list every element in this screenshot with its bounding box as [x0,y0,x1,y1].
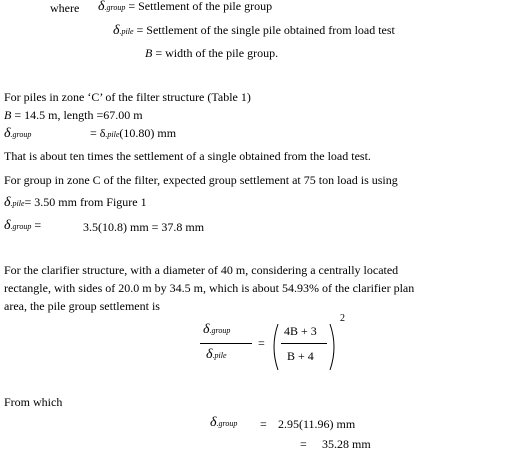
pile-subscript: .pile [119,27,134,36]
group-subscript: .group [216,419,238,428]
pile-subscript: .pile [212,351,227,360]
clarifier-para-3: area, the pile group settlement is [4,299,160,313]
delta-symbol: δ [4,126,11,141]
ratio-fraction-bar [200,343,252,344]
ratio-numerator [203,323,230,337]
zone-c-group-eq-rhs [90,127,176,139]
result-eq-sign: = [260,417,267,431]
clarifier-para-2: rectangle, with sides of 20.0 m by 34.5 m, which is about 54.93% of the clarifier plan [4,281,415,295]
width-numerator: 4B + 3 [284,324,317,338]
delta-symbol: δ [203,322,210,337]
settlement-ratio-fraction [200,323,254,373]
width-fraction-bar [281,343,327,344]
from-which-label: From which [4,395,63,409]
zone-c-pile-value [4,196,147,210]
group-subscript: .group [209,326,231,335]
eq-tail: (10.80) mm [119,126,177,140]
dims-text: = 14.5 m, length =67.00 m [14,108,143,122]
eq-sign: = [34,218,42,232]
left-paren [270,323,280,371]
pile-subscript: .pile [10,199,25,208]
result-group-symbol [210,416,237,430]
zone-c-group-value-rhs: 3.5(10.8) mm = 37.8 mm [83,220,205,234]
zone-c-group-value [4,219,41,233]
delta-symbol: δ [4,218,11,233]
delta-symbol: δ [210,415,217,430]
right-paren [328,323,338,371]
result-line-1: 2.95(11.96) mm [278,417,356,431]
clarifier-para-1: For the clarifier structure, with a diameter of 40 m, considering a centrally located [4,263,399,277]
pile-val: = 3.50 mm from Figure 1 [24,195,147,209]
group-subscript: .group [104,3,126,12]
pile-subscript: .pile [105,130,120,139]
zone-c-about: That is about ten times the settlement of a single obtained from the load test. [4,149,371,163]
def-pile-settlement [113,24,395,38]
ratio-equals: = [258,336,265,350]
delta-symbol: δ [4,195,11,210]
result-line-2: 35.28 mm [322,437,371,451]
zone-c-group-eq [4,127,31,141]
ratio-denominator [206,348,227,362]
def-group-settlement [98,0,272,14]
b-symbol: B [4,108,12,122]
pile-desc: = Settlement of the single pile obtained from load test [136,23,395,37]
ratio-exponent: 2 [340,313,345,324]
delta-symbol: δ [113,23,120,38]
eq-rhs: = δ [90,126,106,140]
zone-c-dimensions [4,109,143,121]
delta-symbol: δ [98,0,105,14]
zone-c-intro: For piles in zone ‘C’ of the filter structure (Table 1) [4,90,251,104]
def-width [145,47,278,59]
width-fraction [281,322,329,372]
group-subscript: .group [10,222,32,231]
where-label: where [50,1,80,15]
b-symbol: B [145,46,153,60]
b-desc: = width of the pile group. [155,46,279,60]
delta-symbol: δ [206,347,213,362]
result-eq-sign-2: = [300,437,307,451]
width-denominator: B + 4 [287,349,314,363]
group-subscript: .group [10,130,32,139]
group-desc: = Settlement of the pile group [128,0,273,13]
zone-c-group-line: For group in zone C of the filter, expected group settlement at 75 ton load is using [4,173,398,187]
